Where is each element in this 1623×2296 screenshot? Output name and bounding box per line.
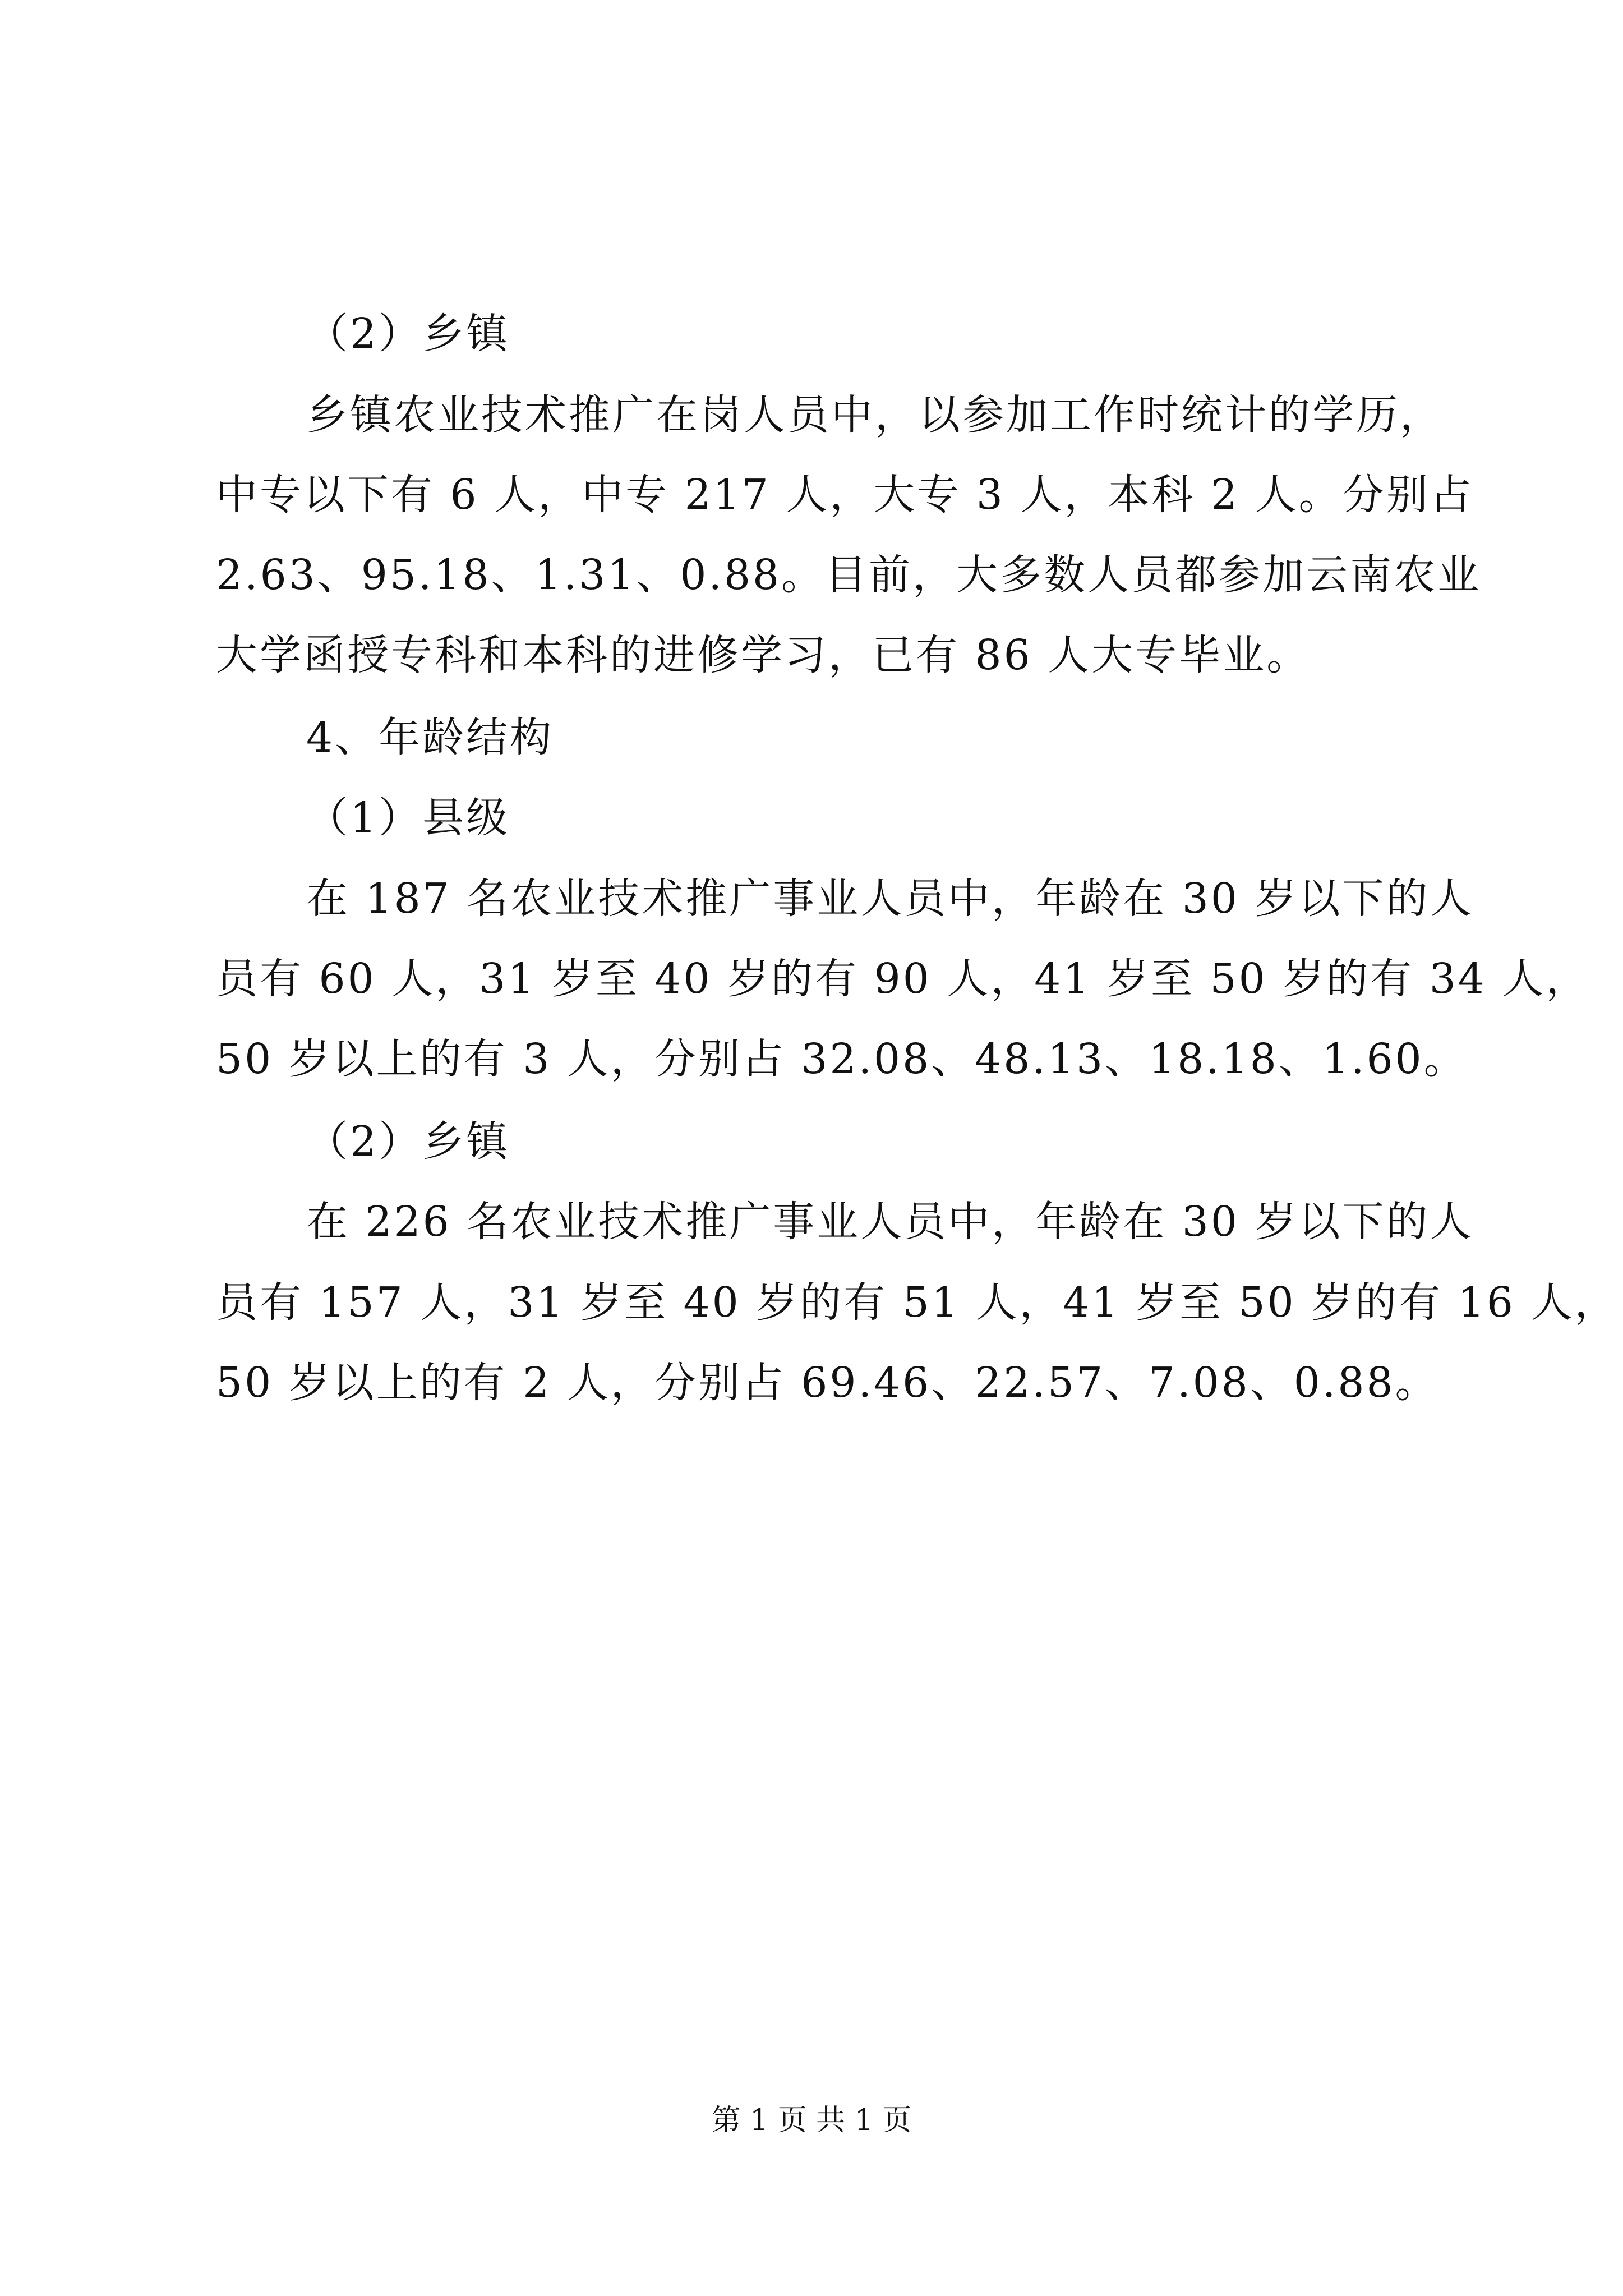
paragraph-line: 2.63、95.18、1.31、0.88。目前，大多数人员都参加云南农业 <box>216 551 1482 599</box>
paragraph-line: 在 226 名农业技术推广事业人员中，年龄在 30 岁以下的人 <box>306 1198 1474 1246</box>
subheading-township-age: （2）乡镇 <box>306 1117 510 1166</box>
paragraph-line: 员有 60 人，31 岁至 40 岁的有 90 人，41 岁至 50 岁的有 34 人， <box>216 955 1590 1003</box>
paragraph-line: 50 岁以上的有 3 人，分别占 32.08、48.13、18.18、1.60。 <box>216 1035 1468 1083</box>
paragraph-line: 中专以下有 6 人，中专 217 人，大专 3 人，本科 2 人。分别占 <box>216 471 1474 519</box>
paragraph-line: 员有 157 人，31 岁至 40 岁的有 51 人，41 岁至 50 岁的有 16 人， <box>216 1278 1619 1327</box>
subheading-county-level: （1）县级 <box>306 794 510 842</box>
paragraph-line: 在 187 名农业技术推广事业人员中，年龄在 30 岁以下的人 <box>306 875 1474 923</box>
paragraph-line: 乡镇农业技术推广在岗人员中，以参加工作时统计的学历， <box>306 391 1444 439</box>
paragraph-line: 50 岁以上的有 2 人，分别占 69.46、22.57、7.08、0.88。 <box>216 1359 1439 1407</box>
paragraph-line: 大学函授专科和本科的进修学习，已有 86 人大专毕业。 <box>216 631 1311 679</box>
subheading-township-education: （2）乡镇 <box>306 310 510 358</box>
section-heading-age-structure: 4、年龄结构 <box>306 714 554 762</box>
page-footer: 第 1 页 共 1 页 <box>711 2104 912 2137</box>
